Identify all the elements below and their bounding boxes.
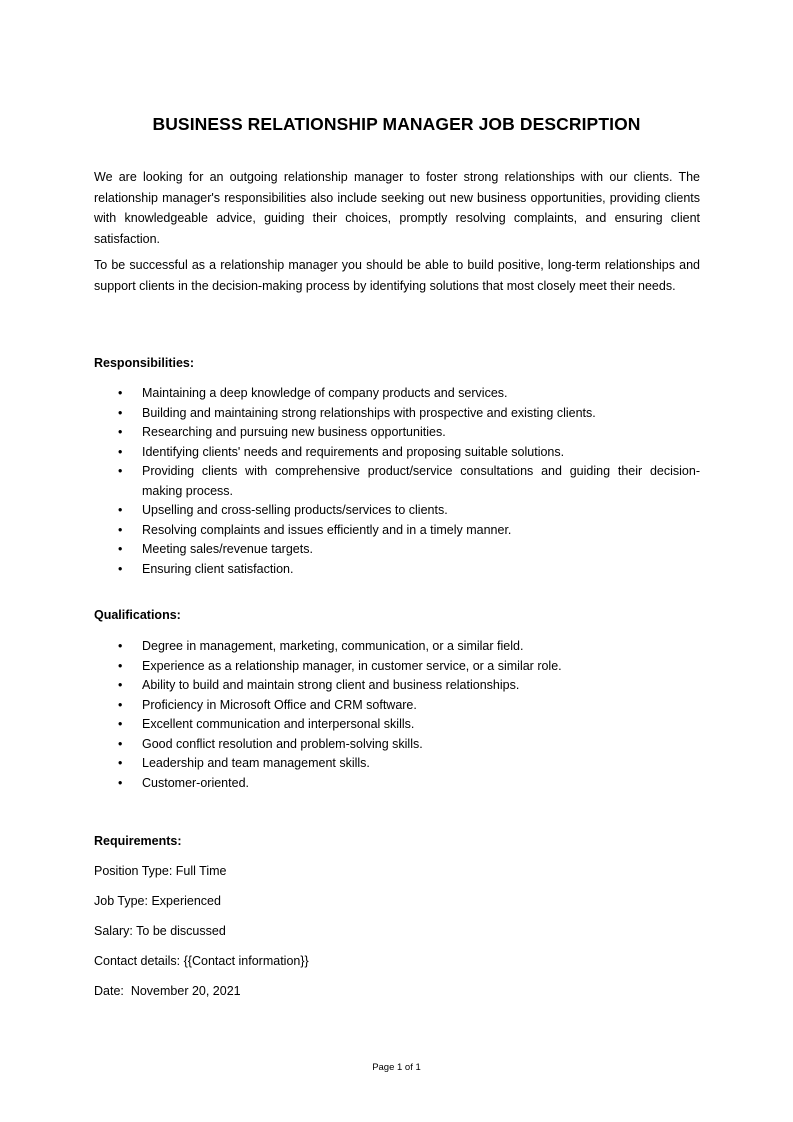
list-item [94,462,700,501]
bullet-icon: • [118,658,123,673]
list-item [94,540,700,560]
bullet-icon: • [118,717,123,731]
bullet-icon: • [118,639,123,653]
list-item [94,774,700,794]
bullet-icon: • [118,678,123,692]
bullet-icon: • [118,561,123,576]
requirements-heading: Requirements: [94,834,182,848]
list-item-text: Customer-oriented. [142,775,249,790]
list-item [94,637,700,657]
responsibilities-list [94,384,700,579]
list-item [94,384,700,404]
list-item [94,696,700,716]
qualifications-heading: Qualifications: [94,608,181,622]
list-item [94,521,700,541]
date-line: Date: November 20, 2021 [94,984,241,998]
list-item-text: Researching and pursuing new business opportunities. [142,425,446,439]
bullet-icon: • [118,444,123,459]
intro-paragraph-2: To be successful as a relationship manager you should be able to build positive, long-term relationships and support clients in the decision-making process by identifying solutions that most closely meet their needs. [94,258,700,293]
list-item [94,754,700,774]
qualifications-list [94,637,700,793]
bullet-icon: • [118,697,123,712]
list-item-text: Upselling and cross-selling products/services to clients. [142,503,448,517]
page-number-footer: Page 1 of 1 [372,1062,421,1073]
bullet-icon: • [118,425,123,439]
list-item-text: Leadership and team management skills. [142,756,370,770]
list-item-text: Identifying clients' needs and requirements and proposing suitable solutions. [142,444,565,459]
bullet-icon: • [118,736,123,751]
bullet-icon: • [118,503,123,517]
list-item [94,404,700,424]
responsibilities-heading: Responsibilities: [94,356,195,370]
list-item-text: Ensuring client satisfaction. [142,561,294,576]
salary-line: Salary: To be discussed [94,924,226,938]
intro-paragraph-1: We are looking for an outgoing relationship manager to foster strong relationships with our clients. The relationship manager's responsibilities also include seeking out new business opportunities, providing clients with knowledgeable advice, guiding their choices, promptly resolving complaints, and ensuring client satisfaction. [94,170,700,246]
list-item-text: Proficiency in Microsoft Office and CRM software. [142,697,417,712]
contact-details-line: Contact details: {{Contact information}} [94,954,309,968]
list-item [94,423,700,443]
list-item [94,501,700,521]
job-type-line: Job Type: Experienced [94,894,221,908]
list-item [94,735,700,755]
bullet-icon: • [118,522,123,537]
list-item [94,560,700,580]
document-title: BUSINESS RELATIONSHIP MANAGER JOB DESCRIPTION [152,114,641,134]
bullet-icon: • [118,775,123,790]
list-item-text: Meeting sales/revenue targets. [142,542,313,556]
list-item [94,715,700,735]
bullet-icon: • [118,405,123,420]
bullet-icon: • [118,386,123,400]
list-item-text: Resolving complaints and issues efficiently and in a timely manner. [142,522,512,537]
bullet-icon: • [118,542,123,556]
list-item-text: Degree in management, marketing, communication, or a similar field. [142,639,524,653]
bullet-icon: • [118,464,123,478]
list-item-text: Maintaining a deep knowledge of company products and services. [142,386,508,400]
list-item-text: Good conflict resolution and problem-solving skills. [142,736,423,751]
position-type-line: Position Type: Full Time [94,864,227,878]
list-item-text: Providing clients with comprehensive product/service consultations and guiding their decision-making process. [142,464,700,498]
list-item [94,443,700,463]
list-item [94,676,700,696]
list-item-text: Excellent communication and interpersonal skills. [142,717,415,731]
list-item-text: Building and maintaining strong relationships with prospective and existing clients. [142,405,596,420]
list-item-text: Ability to build and maintain strong client and business relationships. [142,678,520,692]
list-item [94,657,700,677]
list-item-text: Experience as a relationship manager, in customer service, or a similar role. [142,658,562,673]
bullet-icon: • [118,756,123,770]
